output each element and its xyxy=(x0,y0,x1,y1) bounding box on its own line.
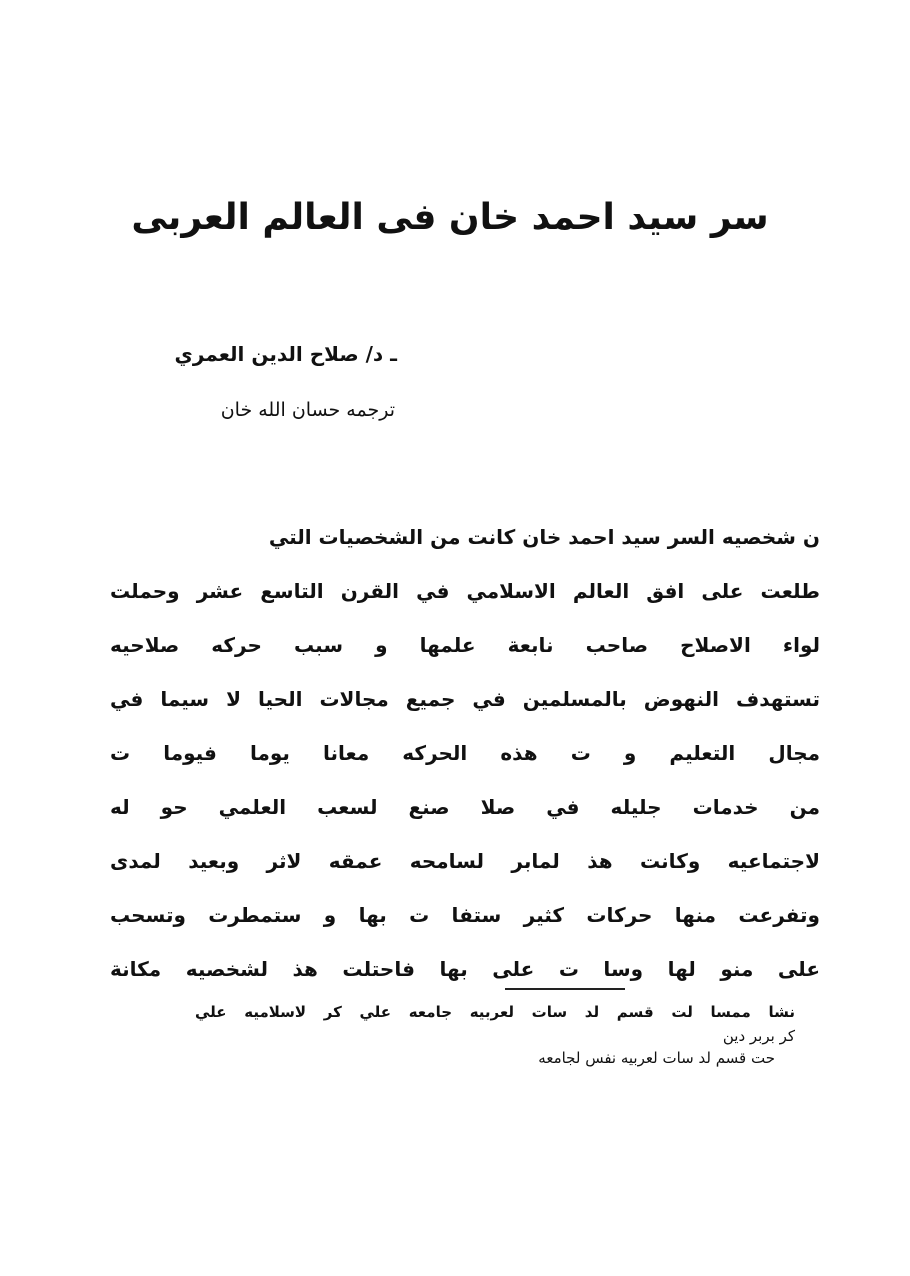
footnote-line: نشا ممسا لت قسم لد سات لعربيه جامعه علي كر لاسلاميه علي xyxy=(195,1003,795,1021)
body-line: مجال التعليم و ت هذه الحركه معانا يوما فيوما ت xyxy=(110,741,820,765)
footnote-divider xyxy=(505,988,625,990)
translator-line: ترجمه حسان الله خان xyxy=(220,399,395,421)
body-line: على منو لها وسا ت على بها فاحتلت هذ لشخصيه مكانة xyxy=(110,957,820,981)
body-line: ن شخصيه السر سيد احمد خان كانت من الشخصيات التي xyxy=(268,525,820,549)
body-line: طلعت على افق العالم الاسلامي في القرن التاسع عشر وحملت xyxy=(110,579,820,603)
body-line: من خدمات جليله في صلا صنع لسعب العلمي حو له xyxy=(110,795,820,819)
footnote-line: حت قسم لد سات لعربيه نفس لجامعه xyxy=(538,1049,775,1067)
footnote-line: كر بربر دين xyxy=(722,1027,795,1045)
body-line: وتفرعت منها حركات كثير ستفا ت بها و ستمطرت وتسحب xyxy=(110,903,820,927)
footnotes xyxy=(195,998,795,1072)
author-line: ـ د/ صلاح الدين العمري xyxy=(174,342,397,366)
document-title: سر سيد احمد خان فى العالم العربى xyxy=(131,197,769,238)
body-line: لواء الاصلاح صاحب نابعة علمها و سبب حركه صلاحيه xyxy=(110,633,820,657)
body-line: تستهدف النهوض بالمسلمين في جميع مجالات الحيا لا سيما في xyxy=(110,687,820,711)
body-line: لاجتماعيه وكانت هذ لمابر لسامحه عمقه لاثر وبعيد لمدى xyxy=(110,849,820,873)
body-paragraph xyxy=(110,510,820,996)
